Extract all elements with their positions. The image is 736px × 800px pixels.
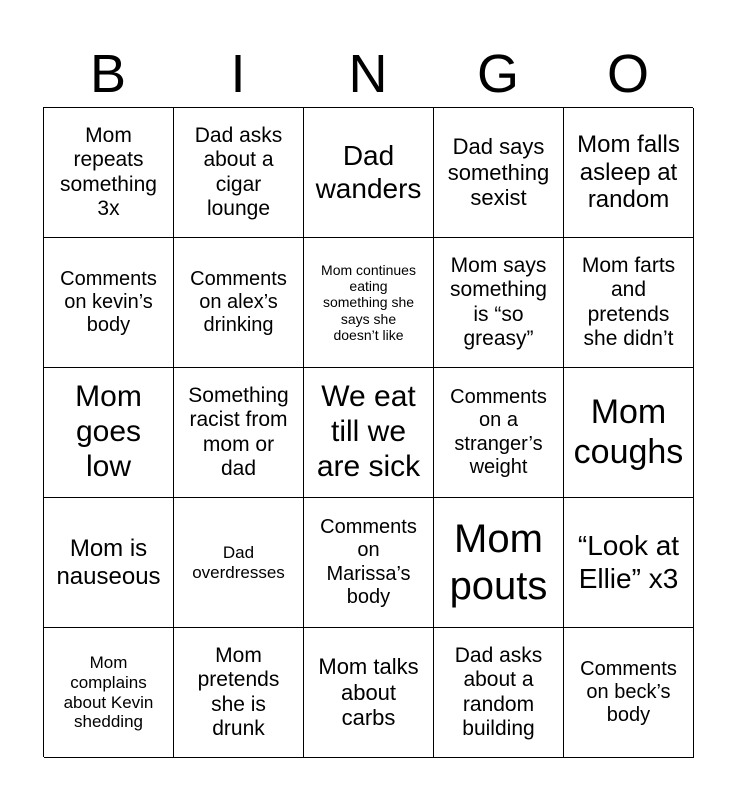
- bingo-cell[interactable]: [304, 368, 434, 498]
- cell-text: Mom pretends she is drunk: [197, 643, 280, 740]
- cell-text: Mom repeats something 3x: [60, 123, 157, 220]
- bingo-cell[interactable]: [564, 498, 694, 628]
- bingo-cell[interactable]: [564, 368, 694, 498]
- bingo-cell[interactable]: [434, 498, 564, 628]
- cell-text: Comments on Marissa’s body: [320, 516, 417, 608]
- cell-text: Dad asks about a cigar lounge: [194, 123, 283, 220]
- bingo-cell[interactable]: [564, 628, 694, 758]
- cell-text: Mom continues eating something she says she doesn’t like: [321, 261, 416, 343]
- header-letter-g: G: [476, 44, 519, 104]
- bingo-cell[interactable]: [564, 238, 694, 368]
- bingo-cell[interactable]: [44, 238, 174, 368]
- cell-text: Comments on a stranger’s weight: [450, 386, 547, 478]
- cell-text: Mom coughs: [573, 393, 684, 471]
- cell-text: Mom farts and pretends she didn’t: [581, 253, 676, 350]
- bingo-cell[interactable]: [434, 108, 564, 238]
- cell-text: Dad overdresses: [192, 542, 285, 582]
- cell-text: “Look at Ellie” x3: [577, 530, 680, 594]
- header-letter-o: O: [606, 44, 649, 104]
- cell-text: Mom falls asleep at random: [577, 130, 680, 214]
- bingo-cell[interactable]: [434, 238, 564, 368]
- cell-text: Comments on alex’s drinking: [190, 267, 287, 337]
- cell-text: Dad wanders: [315, 140, 422, 204]
- bingo-cell[interactable]: [174, 108, 304, 238]
- cell-text: Mom complains about Kevin shedding: [63, 653, 154, 732]
- bingo-cell[interactable]: [44, 498, 174, 628]
- bingo-cell[interactable]: [174, 368, 304, 498]
- header-letter-b: B: [89, 44, 127, 104]
- cell-text: Mom pouts: [449, 517, 548, 608]
- header-letter-i: I: [230, 44, 246, 104]
- bingo-cell[interactable]: [44, 628, 174, 758]
- cell-text: Mom talks about carbs: [318, 654, 419, 731]
- bingo-cell[interactable]: [174, 238, 304, 368]
- bingo-cell[interactable]: [564, 108, 694, 238]
- cell-text: Mom says something is “so greasy”: [450, 253, 547, 350]
- cell-text: Dad says something sexist: [447, 134, 550, 211]
- cell-text: Mom is nauseous: [56, 534, 161, 590]
- cell-text: Something racist from mom or dad: [188, 383, 289, 480]
- bingo-cell[interactable]: [304, 108, 434, 238]
- bingo-cell[interactable]: [434, 628, 564, 758]
- bingo-cell[interactable]: [304, 238, 434, 368]
- cell-text: Comments on kevin’s body: [60, 267, 157, 337]
- bingo-cell[interactable]: [304, 498, 434, 628]
- cell-text: Mom goes low: [75, 380, 142, 483]
- bingo-cell[interactable]: [44, 108, 174, 238]
- bingo-cell[interactable]: [174, 628, 304, 758]
- bingo-cell[interactable]: [174, 498, 304, 628]
- bingo-header: [43, 40, 693, 108]
- bingo-cell[interactable]: [304, 628, 434, 758]
- cell-text: We eat till we are sick: [316, 380, 421, 483]
- bingo-cell[interactable]: [44, 368, 174, 498]
- header-letter-n: N: [348, 44, 388, 104]
- bingo-board: [43, 107, 693, 757]
- bingo-cell[interactable]: [434, 368, 564, 498]
- cell-text: Dad asks about a random building: [454, 643, 543, 740]
- cell-text: Comments on beck’s body: [580, 657, 677, 727]
